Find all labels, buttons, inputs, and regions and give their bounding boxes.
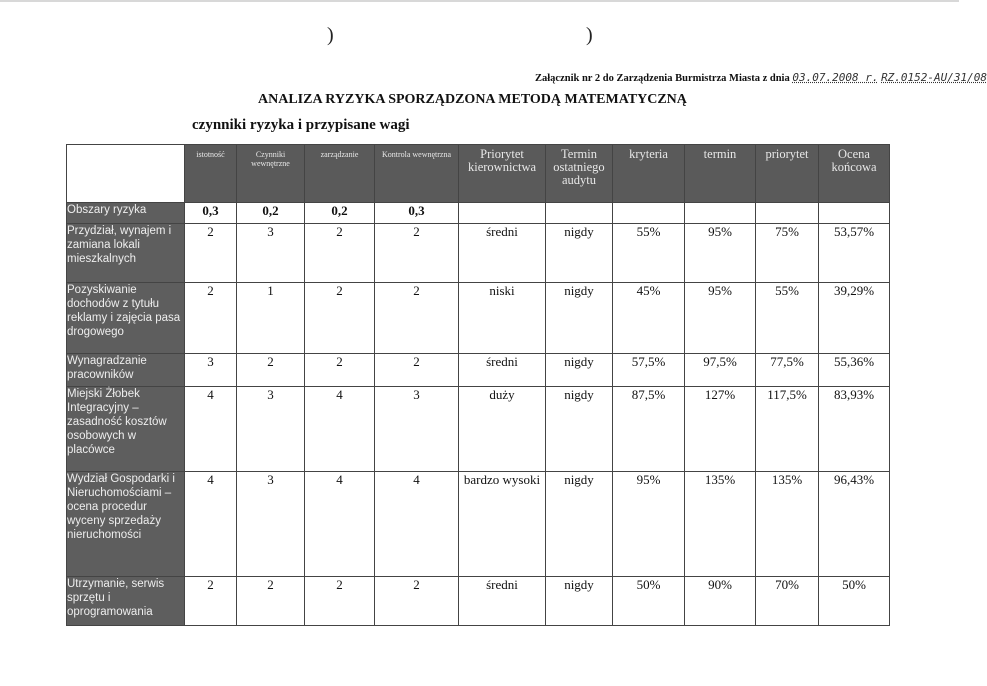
value-zarzadzanie: 2	[305, 354, 375, 387]
annex-label: Załącznik nr 2 do Zarządzenia Burmistrza Miasta z dnia	[535, 73, 790, 84]
value-czynniki: 2	[237, 577, 305, 626]
value-termin-audytu: nigdy	[546, 387, 613, 472]
row-label: Wydział Gospodarki i Nieruchomościami – ocena procedur wyceny sprzedaży nieruchomości	[67, 472, 185, 577]
header-corner	[67, 145, 185, 203]
value-istotnosc: 4	[185, 472, 237, 577]
value-termin-audytu: nigdy	[546, 283, 613, 354]
value-czynniki: 2	[237, 354, 305, 387]
value-termin: 135%	[685, 472, 756, 577]
value-istotnosc: 2	[185, 224, 237, 283]
weight-cell: 0,3	[185, 203, 237, 224]
value-ocena-koncowa: 83,93%	[819, 387, 890, 472]
value-kontrola: 2	[375, 224, 459, 283]
value-priorytet-kierownictwa: średni	[459, 577, 546, 626]
value-priorytet-kierownictwa: średni	[459, 354, 546, 387]
value-istotnosc: 2	[185, 577, 237, 626]
value-istotnosc: 4	[185, 387, 237, 472]
value-termin-audytu: nigdy	[546, 224, 613, 283]
value-zarzadzanie: 2	[305, 283, 375, 354]
value-zarzadzanie: 2	[305, 224, 375, 283]
header-termin: termin	[685, 145, 756, 203]
empty-cell	[819, 203, 890, 224]
risk-table	[66, 144, 890, 626]
annex-note	[535, 71, 987, 84]
value-ocena-koncowa: 55,36%	[819, 354, 890, 387]
weight-cell: 0,2	[305, 203, 375, 224]
empty-cell	[685, 203, 756, 224]
value-priorytet: 75%	[756, 224, 819, 283]
value-termin: 95%	[685, 283, 756, 354]
row-label: Utrzymanie, serwis sprzętu i oprogramowania	[67, 577, 185, 626]
header-zarzadzanie: zarządzanie	[305, 145, 375, 203]
header-kontrola: Kontrola wewnętrzna	[375, 145, 459, 203]
document-subtitle: czynniki ryzyka i przypisane wagi	[192, 117, 410, 133]
value-kryteria: 55%	[613, 224, 685, 283]
row-label: Pozyskiwanie dochodów z tytułu reklamy i zajęcia pasa drogowego	[67, 283, 185, 354]
value-czynniki: 3	[237, 472, 305, 577]
value-priorytet-kierownictwa: średni	[459, 224, 546, 283]
header-termin-audytu: Termin ostatniego audytu	[546, 145, 613, 203]
row-label: Wynagradzanie pracowników	[67, 354, 185, 387]
empty-cell	[546, 203, 613, 224]
value-priorytet-kierownictwa: niski	[459, 283, 546, 354]
value-istotnosc: 3	[185, 354, 237, 387]
value-priorytet-kierownictwa: duży	[459, 387, 546, 472]
value-priorytet: 77,5%	[756, 354, 819, 387]
row-label: Obszary ryzyka	[67, 203, 185, 224]
value-kryteria: 45%	[613, 283, 685, 354]
weight-cell: 0,2	[237, 203, 305, 224]
value-kontrola: 3	[375, 387, 459, 472]
weight-cell: 0,3	[375, 203, 459, 224]
annex-handwritten-ref: RZ.0152-AU/31/08	[881, 71, 987, 84]
value-termin: 95%	[685, 224, 756, 283]
value-termin: 97,5%	[685, 354, 756, 387]
value-zarzadzanie: 4	[305, 472, 375, 577]
value-kryteria: 95%	[613, 472, 685, 577]
risk-rows	[67, 224, 890, 626]
empty-cell	[459, 203, 546, 224]
table-header-row	[67, 145, 890, 203]
value-istotnosc: 2	[185, 283, 237, 354]
header-priorytet: priorytet	[756, 145, 819, 203]
value-kontrola: 2	[375, 577, 459, 626]
table-row	[67, 472, 890, 577]
header-czynniki: Czynniki wewnętrzne	[237, 145, 305, 203]
document-title: ANALIZA RYZYKA SPORZĄDZONA METODĄ MATEMATYCZNĄ	[258, 92, 687, 107]
value-priorytet: 117,5%	[756, 387, 819, 472]
row-label: Miejski Żłobek Integracyjny – zasadność kosztów osobowych w placówce	[67, 387, 185, 472]
header-kryteria: kryteria	[613, 145, 685, 203]
annex-handwritten-date: 03.07.2008 r.	[792, 71, 879, 84]
weights-row	[67, 203, 890, 224]
value-zarzadzanie: 4	[305, 387, 375, 472]
scan-mark-left: )	[327, 24, 334, 46]
value-ocena-koncowa: 53,57%	[819, 224, 890, 283]
header-istotnosc: istotność	[185, 145, 237, 203]
value-termin-audytu: nigdy	[546, 472, 613, 577]
table-row	[67, 387, 890, 472]
empty-cell	[756, 203, 819, 224]
value-kontrola: 4	[375, 472, 459, 577]
value-kryteria: 57,5%	[613, 354, 685, 387]
scan-mark-right: )	[586, 24, 593, 46]
row-label: Przydział, wynajem i zamiana lokali mieszkalnych	[67, 224, 185, 283]
value-termin-audytu: nigdy	[546, 354, 613, 387]
value-kryteria: 50%	[613, 577, 685, 626]
value-czynniki: 3	[237, 387, 305, 472]
header-priorytet-kierownictwa: Priorytet kierownictwa	[459, 145, 546, 203]
table-row	[67, 354, 890, 387]
value-kontrola: 2	[375, 283, 459, 354]
table-row	[67, 224, 890, 283]
value-ocena-koncowa: 39,29%	[819, 283, 890, 354]
value-priorytet-kierownictwa: bardzo wysoki	[459, 472, 546, 577]
value-zarzadzanie: 2	[305, 577, 375, 626]
empty-cell	[613, 203, 685, 224]
value-ocena-koncowa: 96,43%	[819, 472, 890, 577]
value-priorytet: 135%	[756, 472, 819, 577]
value-ocena-koncowa: 50%	[819, 577, 890, 626]
value-termin-audytu: nigdy	[546, 577, 613, 626]
table-row	[67, 577, 890, 626]
value-termin: 127%	[685, 387, 756, 472]
value-priorytet: 70%	[756, 577, 819, 626]
scan-edge	[0, 0, 959, 2]
value-priorytet: 55%	[756, 283, 819, 354]
header-ocena-koncowa: Ocena końcowa	[819, 145, 890, 203]
value-czynniki: 3	[237, 224, 305, 283]
value-czynniki: 1	[237, 283, 305, 354]
value-kontrola: 2	[375, 354, 459, 387]
value-kryteria: 87,5%	[613, 387, 685, 472]
value-termin: 90%	[685, 577, 756, 626]
table-row	[67, 283, 890, 354]
